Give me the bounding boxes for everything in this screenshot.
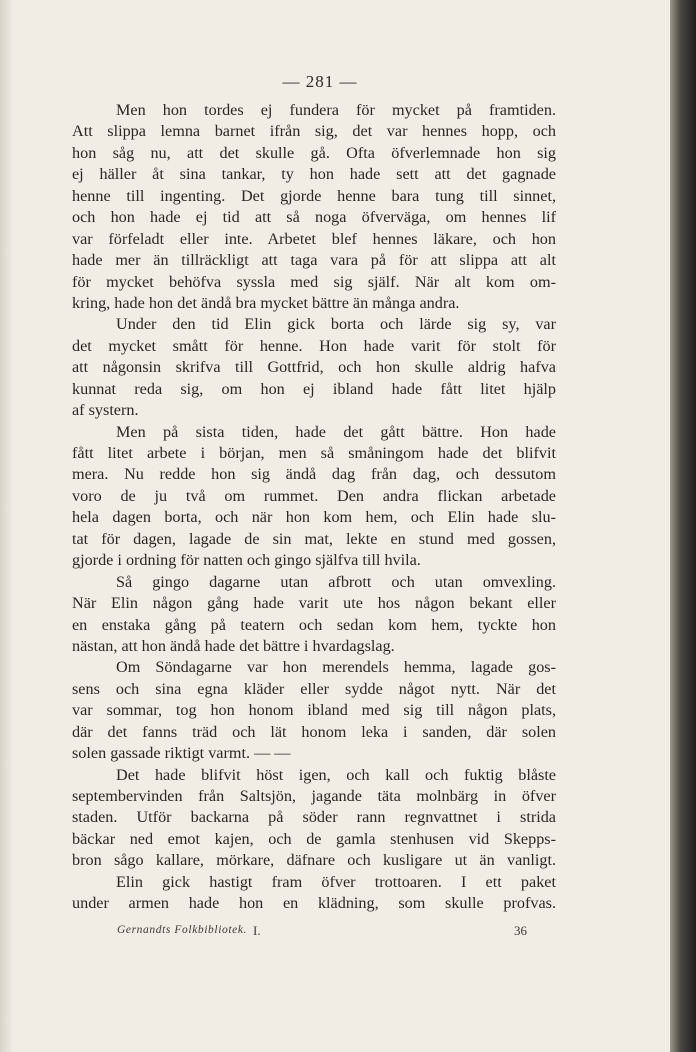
text-line-34: staden. Utför backarna på söder rann regnvattnet i strida: [72, 808, 556, 827]
page-number: — 281 —: [282, 72, 358, 91]
text-line-31: solen gassade riktigt varmt. — —: [72, 744, 291, 763]
text-line-22: gjorde i ordning för natten och gingo själfva till hvila.: [72, 551, 421, 570]
text-line-32: Det hade blifvit höst igen, och kall och fuktig blåste: [116, 765, 556, 784]
text-line-4: ej häller åt sina tankar, ty hon hade sett att det gagnade: [72, 165, 556, 184]
text-line-7: var förfeladt eller inte. Arbetet blef hennes läkare, och hon: [72, 229, 556, 248]
footer-publisher: Gernandts Folkbibliotek.: [117, 924, 248, 936]
text-line-18: mera. Nu redde hon sig ändå dag från dag, och dessutom: [72, 465, 556, 484]
text-line-2: Att slippa lemna barnet ifrån sig, det var hennes hopp, och: [72, 122, 556, 141]
text-line-16: Men på sista tiden, hade det gått bättre. Hon hade: [116, 422, 556, 441]
page-gutter-shadow: [0, 0, 14, 1052]
text-line-33: septembervinden från Saltsjön, jagande täta molnbärg in öfver: [72, 787, 556, 805]
text-line-17: fått litet arbete i början, men så småningom hade det blifvit: [72, 444, 556, 462]
text-line-11: Under den tid Elin gick borta och lärde sig sy, var: [116, 315, 556, 334]
text-line-12: det mycket smått för henne. Hon hade varit för stolt för: [72, 336, 556, 355]
text-line-19: voro de ju två om rummet. Den andra flickan arbetade: [72, 486, 556, 505]
page-footer: [117, 924, 527, 944]
text-line-24: När Elin någon gång hade varit ute hos någon bekant eller: [72, 594, 556, 613]
text-line-36: bron sågo kallare, mörkare, däfnare och kusligare ut än vanligt.: [72, 851, 556, 870]
text-line-20: hela dagen borta, och när hon kom hem, och Elin hade slu-: [72, 508, 556, 527]
page-edge-shadow: [670, 0, 696, 1052]
text-line-5: henne till ingenting. Det gjorde henne bara tung till sinnet,: [72, 186, 556, 205]
text-line-10: kring, hade hon det ändå bra mycket bättre än många andra.: [72, 293, 460, 312]
text-line-27: Om Söndagarne var hon merendels hemma, lagade gos-: [116, 658, 556, 677]
text-line-35: bäckar ned emot kajen, och de gamla stenhusen vid Skepps-: [72, 829, 556, 848]
text-line-30: där det fanns träd och lät honom leka i sanden, där solen: [72, 722, 556, 741]
text-line-37: Elin gick hastigt fram öfver trottoaren. I ett paket: [116, 872, 556, 891]
text-line-3: hon såg nu, att det skulle gå. Ofta öfverlemnade hon sig: [72, 143, 556, 162]
footer-volume: I.: [253, 923, 261, 938]
text-line-21: tat för dagen, lagade de sin mat, lekte en stund med gossen,: [72, 529, 556, 548]
text-line-29: var sommar, tog hon honom ibland med sig till någon plats,: [72, 701, 556, 720]
text-line-38: under armen hade hon en klädning, som skulle profvas.: [72, 894, 556, 913]
text-line-15: af systern.: [72, 401, 139, 420]
text-line-6: och hon hade ej tid att så noga öfverväga, om hennes lif: [72, 208, 556, 227]
text-line-13: att någonsin skrifva till Gottfrid, och hon skulle aldrig hafva: [72, 358, 556, 377]
text-line-28: sens och sina egna kläder eller sydde något nytt. När det: [72, 679, 556, 698]
text-line-23: Så gingo dagarne utan afbrott och utan omvexling.: [116, 572, 556, 591]
body-text: [72, 100, 556, 915]
text-line-14: kunnat reda sig, om hon ej ibland hade fått litet hjälp: [72, 379, 556, 398]
text-line-26: nästan, att hon ändå hade det bättre i hvardagslag.: [72, 636, 395, 655]
footer-signature: 36: [514, 923, 527, 938]
text-line-25: en enstaka gång på teatern och sedan kom hem, tyckte hon: [72, 615, 556, 634]
text-line-8: hade mer än tillräckligt att taga vara på för att slippa att alt: [72, 251, 556, 270]
text-line-1: Men hon tordes ej fundera för mycket på framtiden.: [116, 101, 556, 119]
text-line-9: för mycket behöfva syssla med sig själf. När alt kom om-: [72, 272, 556, 291]
